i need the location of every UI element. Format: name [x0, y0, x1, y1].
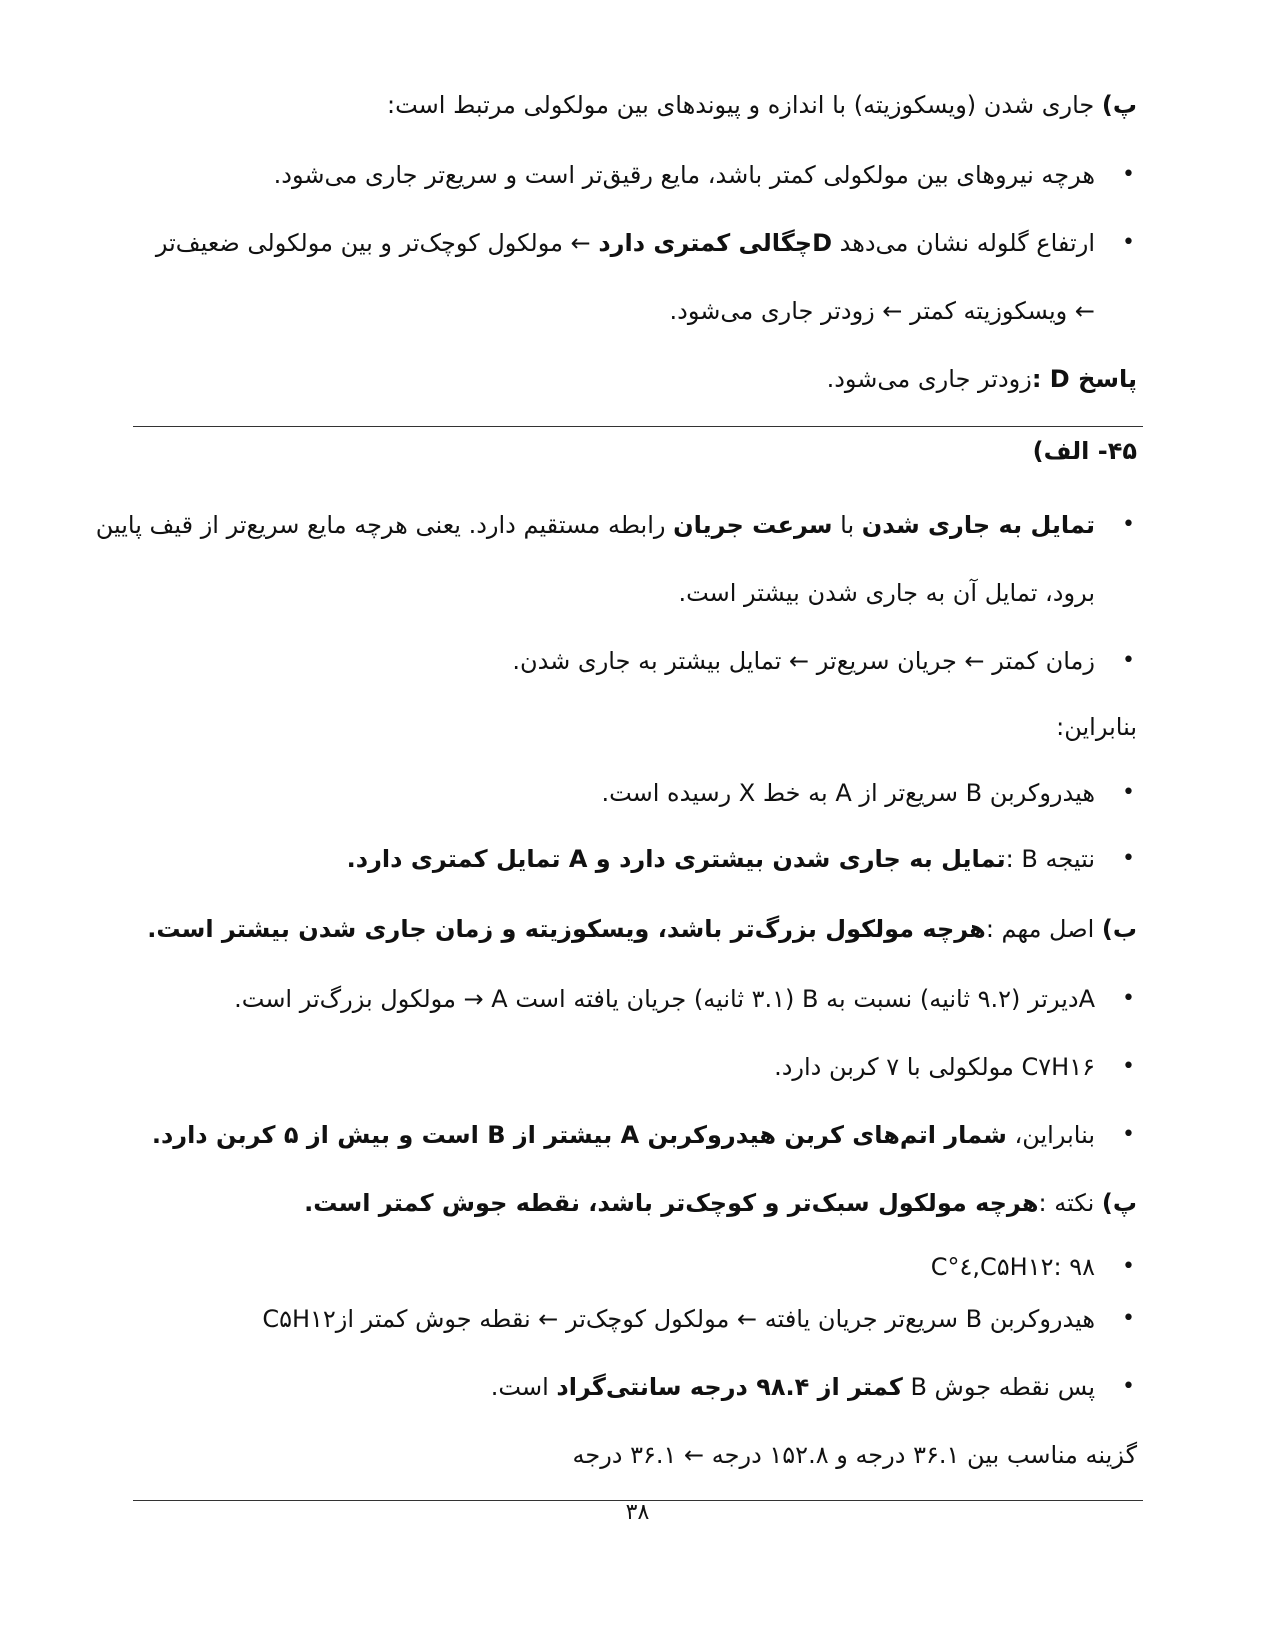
q45-bullet-3: هیدروکربن B سریع‌تر از A به خط X رسیده است. — [601, 779, 1095, 807]
bullet-2-post: ← مولکول کوچک‌تر و بین مولکولی ضعیف‌تر — [155, 229, 599, 257]
part-p2-bullet-3-post: است. — [490, 1373, 557, 1401]
part-p2-label: پ) — [1101, 1189, 1137, 1217]
answer-line — [827, 362, 1137, 396]
section-divider — [133, 426, 1143, 427]
bullet-icon: • — [1122, 1306, 1135, 1331]
bullet-icon: • — [1122, 1374, 1135, 1399]
bullet-icon: • — [1122, 162, 1135, 187]
part-p-bullet-1: هرچه نیروهای بین مولکولی کمتر باشد، مایع رقیق‌تر است و سریع‌تر جاری می‌شود. — [273, 161, 1095, 189]
part-b-label: ب) — [1101, 915, 1137, 943]
part-b-bullet-1: Aدیرتر (۹.۲ ثانیه) نسبت به B (۳.۱ ثانیه) جریان یافته است A → مولکول بزرگ‌تر است. — [234, 985, 1095, 1013]
bullet-icon: • — [1122, 986, 1135, 1011]
part-p-text: جاری شدن (ویسکوزیته) با اندازه و پیوندهای بین مولکولی مرتبط است: — [387, 91, 1095, 119]
q45-bullet-4-pre: نتیجه B : — [1005, 845, 1095, 873]
part-b-bold: هرچه مولکول بزرگ‌تر باشد، ویسکوزیته و زمان جاری شدن بیشتر است. — [147, 915, 986, 943]
bullet-icon: • — [1122, 1254, 1135, 1279]
q45-bullet-1-bold-1: تمایل به جاری شدن — [861, 511, 1095, 539]
part-b-bullet-3-bold: شمار اتم‌های کربن هیدروکربن A بیشتر از B است و بیش از ۵ کربن دارد. — [151, 1121, 1007, 1149]
bullet-icon: • — [1122, 648, 1135, 673]
q45-bullet-4-bold: تمایل به جاری شدن بیشتری دارد و A تمایل کمتری دارد. — [346, 845, 1006, 873]
q45-bullet-1-bold-2: سرعت جریان — [673, 511, 833, 539]
part-p-label: پ) — [1101, 91, 1137, 119]
bullet-icon: • — [1122, 1122, 1135, 1147]
q45-bullet-1-continuation: برود، تمایل آن به جاری شدن بیشتر است. — [678, 579, 1095, 607]
q45-bullet-1-text-1: با — [832, 511, 862, 539]
part-b-bullet-3-pre: بنابراین، — [1006, 1121, 1095, 1149]
part-b-pre: اصل مهم : — [985, 915, 1102, 943]
bullet-icon: • — [1122, 1054, 1135, 1079]
part-p2-bullet-2: هیدروکربن B سریع‌تر جریان یافته ← مولکول کوچک‌تر ← نقطه جوش کمتر ازC۵H۱۲ — [262, 1305, 1095, 1333]
page-number: ۳۸ — [625, 1500, 650, 1525]
part-p2-header — [304, 1186, 1137, 1220]
part-p2-bullet-3 — [491, 1370, 1095, 1404]
q45-bullet-2: زمان کمتر ← جریان سریع‌تر ← تمایل بیشتر به جاری شدن. — [512, 647, 1095, 675]
q45-title: ۴۵- الف) — [1032, 437, 1137, 465]
part-b-bullet-2: C۷H۱۶ مولکولی با ۷ کربن دارد. — [774, 1053, 1095, 1081]
q45-bullet-4 — [347, 842, 1095, 876]
bullet-icon: • — [1122, 512, 1135, 537]
part-p2-bold: هرچه مولکول سبک‌تر و کوچک‌تر باشد، نقطه جوش کمتر است. — [304, 1189, 1039, 1217]
bullet-icon: • — [1122, 846, 1135, 871]
q45-bullet-1-text-2: رابطه مستقیم دارد. یعنی هرچه مایع سریع‌تر از قیف پایین — [95, 511, 674, 539]
bullet-2-pre: ارتفاع گلوله نشان می‌دهد — [831, 229, 1095, 257]
q45-bullet-1 — [96, 508, 1095, 542]
part-p-bullet-2-continuation: ← ویسکوزیته کمتر ← زودتر جاری می‌شود. — [669, 297, 1095, 325]
answer-text: زودتر جاری می‌شود. — [826, 365, 1032, 393]
answer-label: پاسخ D : — [1031, 365, 1137, 393]
part-p2-bullet-3-bold: کمتر از ۹۸.۴ درجه سانتی‌گراد — [556, 1373, 903, 1401]
part-b-bullet-3 — [152, 1118, 1095, 1152]
part-p-bullet-2 — [156, 226, 1095, 260]
part-p-header — [387, 88, 1137, 122]
conclusion: گزینه مناسب بین ۳۶.۱ درجه و ۱۵۲.۸ درجه ← ۳۶.۱ درجه — [572, 1441, 1137, 1469]
part-p2-bullet-3-pre: پس نقطه جوش B — [902, 1373, 1095, 1401]
part-p2-bullet-1: C۵H۱۲: ۹۸,٤°C — [930, 1253, 1095, 1281]
part-p2-pre: نکته : — [1038, 1189, 1102, 1217]
bullet-2-bold: Dچگالی کمتری دارد — [598, 229, 832, 257]
bullet-icon: • — [1122, 230, 1135, 255]
bullet-icon: • — [1122, 780, 1135, 805]
part-b-header — [147, 912, 1137, 946]
therefore-label: بنابراین: — [1056, 713, 1137, 741]
